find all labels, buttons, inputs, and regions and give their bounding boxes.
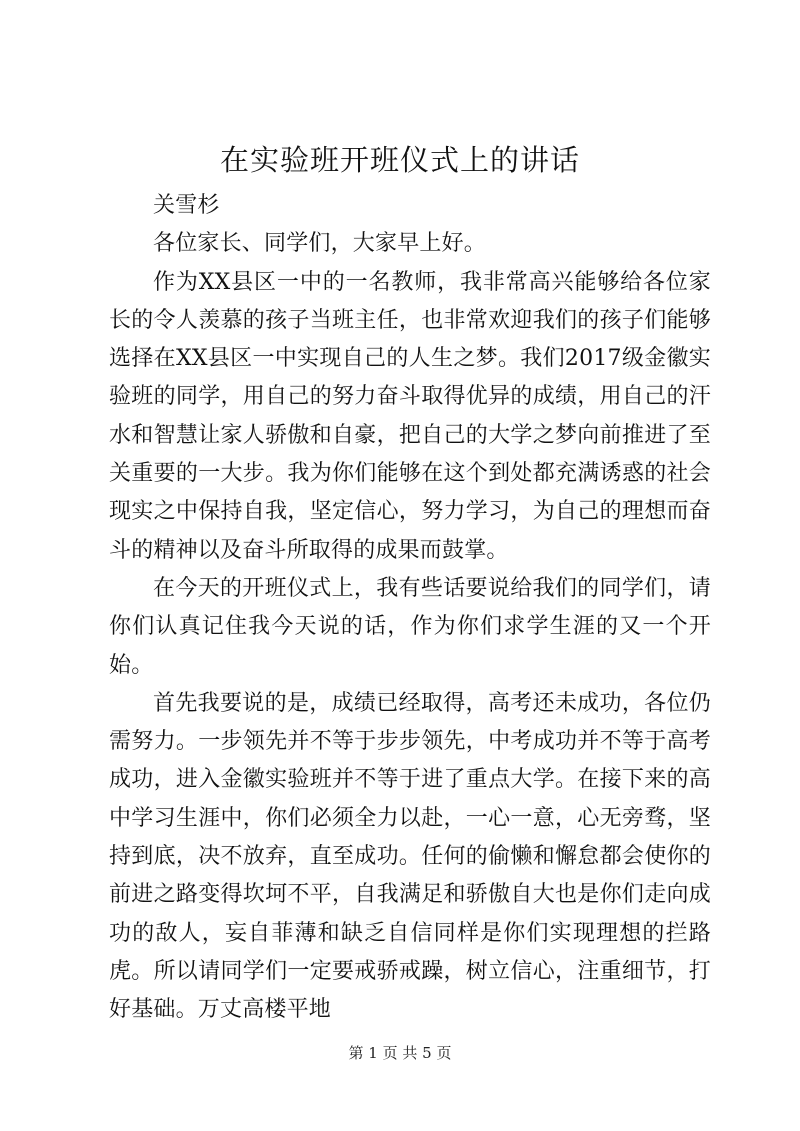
document-body xyxy=(109,187,711,1030)
paragraph-introduction: 作为XX县区一中的一名教师，我非常高兴能够给各位家长的令人羡慕的孩子当班主任，也非常欢迎我们的孩子们能够选择在XX县区一中实现自己的人生之梦。我们2017级金徽实验班的同学，用自己的努力奋斗取得优异的成绩，用自己的汗水和智慧让家人骄傲和自豪，把自己的大学之梦向前推进了至关重要的一大步。我为你们能够在这个到处都充满诱惑的社会现实之中保持自我，坚定信心，努力学习，为自己的理想而奋斗的精神以及奋斗所取得的成果而鼓掌。 xyxy=(109,269,711,563)
page-number-footer: 第 1 页 共 5 页 xyxy=(348,1044,452,1062)
paragraph-first-point: 首先我要说的是，成绩已经取得，高考还未成功，各位仍需努力。一步领先并不等于步步领先，中考成功并不等于高考成功，进入金徽实验班并不等于进了重点大学。在接下来的高中学习生涯中，你们必须全力以赴，一心一意，心无旁骛，坚持到底，决不放弃，直至成功。任何的偷懒和懈怠都会使你的前进之路变得坎坷不平，自我满足和骄傲自大也是你们走向成功的敌人，妄自菲薄和缺乏自信同样是你们实现理想的拦路虎。所以请同学们一定要戒骄戒躁，树立信心，注重细节，打好基础。万丈高楼平地 xyxy=(109,690,711,1023)
paragraph-opening-remarks: 在今天的开班仪式上，我有些话要说给我们的同学们，请你们认真记住我今天说的话，作为你们求学生涯的又一个开始。 xyxy=(109,575,711,678)
author-line: 关雪杉 xyxy=(153,193,220,218)
paragraph-greeting: 各位家长、同学们，大家早上好。 xyxy=(153,231,487,257)
document-title: 在实验班开班仪式上的讲话 xyxy=(219,143,580,177)
